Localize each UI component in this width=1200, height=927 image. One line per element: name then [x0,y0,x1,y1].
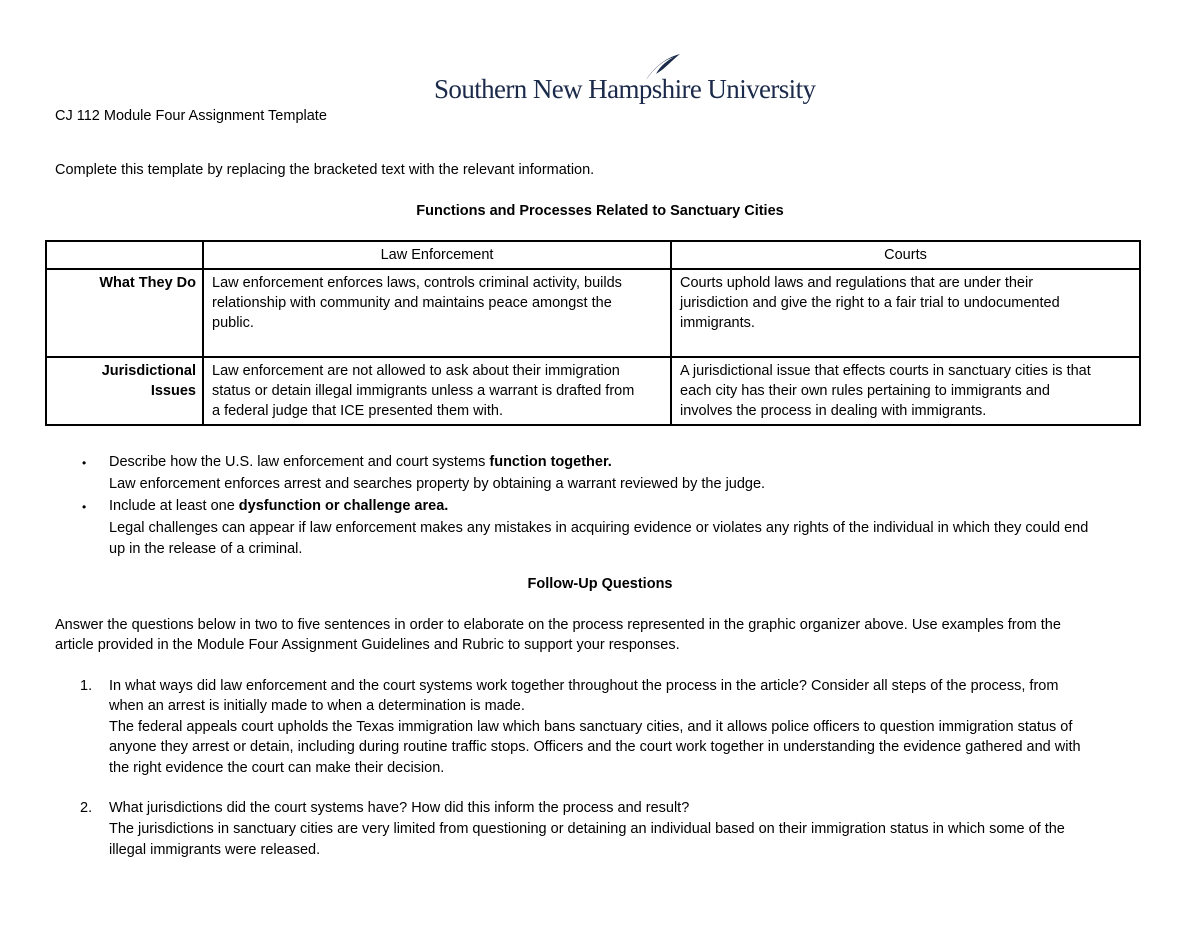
answer-text: The federal appeals court upholds the Texas immigration law which bans sanctuary cities, and it allows police officers to question immigration status of [109,719,1073,735]
table-heading: Functions and Processes Related to Sanctuary Cities [416,203,784,219]
bullet-answer: Law enforcement enforces arrest and searches property by obtaining a warrant reviewed by the judge. [109,476,766,492]
prompt-text: Describe how the U.S. law enforcement and court systems [109,454,490,470]
question-text: In what ways did law enforcement and the court systems work together throughout the process in the article? Consider all steps of the process, from [109,678,1059,694]
cell-line: A jurisdictional issue that effects courts in sanctuary cities is that [680,363,1091,379]
answer-text: the right evidence the court can make their decision. [109,760,445,776]
answer-text: illegal immigrants were released. [109,842,321,858]
bullet-answer: up in the release of a criminal. [109,541,303,557]
cell-line: involves the process in dealing with immigrants. [680,403,987,419]
document-title: CJ 112 Module Four Assignment Template [55,108,327,124]
table-row [46,357,1140,425]
followup-intro: Answer the questions below in two to five sentences in order to elaborate on the process represented in the graphic organizer above. Use examples from the [55,617,1061,633]
prompt-bold-text: dysfunction or challenge area. [238,498,449,514]
cell-line: immigrants. [680,315,755,331]
cell-line: public. [212,315,254,331]
cell-line: jurisdiction and give the right to a fair trial to undocumented [680,295,1060,311]
question-text: when an arrest is initially made to when a determination is made. [109,698,525,714]
cell-line: Law enforcement enforces laws, controls criminal activity, builds [212,275,622,291]
bullet-prompt [109,454,612,470]
followup-heading: Follow-Up Questions [527,576,673,592]
table-header-cell: Law Enforcement [203,241,671,269]
question-number: 1. [80,678,93,694]
table-header-row [46,241,1140,269]
question-number: 2. [80,800,93,816]
functions-table [45,240,1141,426]
cell-line: a federal judge that ICE presented them with. [212,403,503,419]
instructions-text: Complete this template by replacing the bracketed text with the relevant information. [55,162,595,178]
table-header-cell [46,241,203,269]
row-label: Jurisdictional Issues [46,357,203,425]
bullet-marker: • [82,500,87,514]
table-row [46,269,1140,357]
cell-line: each city has their own rules pertaining to immigrants and [680,383,1050,399]
table-header-cell: Courts [671,241,1140,269]
table-cell [203,269,671,357]
bullet-answer: Legal challenges can appear if law enforcement makes any mistakes in acquiring evidence or violates any rights of the individual in which they could end [109,520,1089,536]
cell-line: status or detain illegal immigrants unless a warrant is drafted from [212,383,635,399]
question-text: What jurisdictions did the court systems have? How did this inform the process and result? [109,800,690,816]
cell-line: Law enforcement are not allowed to ask about their immigration [212,363,620,379]
cell-line: relationship with community and maintains peace amongst the [212,295,612,311]
prompt-text: Include at least one [109,498,239,514]
table-cell [671,269,1140,357]
followup-intro: article provided in the Module Four Assignment Guidelines and Rubric to support your responses. [55,637,680,653]
table-cell [203,357,671,425]
bullet-marker: • [82,456,87,470]
bullet-prompt [109,498,448,514]
logo-text: Southern New Hampshire University [434,74,816,104]
prompt-bold-text: function together. [489,454,612,470]
university-logo [434,52,816,104]
row-label: What They Do [46,269,203,357]
cell-line: Courts uphold laws and regulations that are under their [680,275,1034,291]
table-cell [671,357,1140,425]
answer-text: The jurisdictions in sanctuary cities are very limited from questioning or detaining an individual based on their immigration status in which some of the [109,821,1065,837]
answer-text: anyone they arrest or detain, including during routine traffic stops. Officers and the court work together in understanding the evidence gathered and with [109,739,1081,755]
